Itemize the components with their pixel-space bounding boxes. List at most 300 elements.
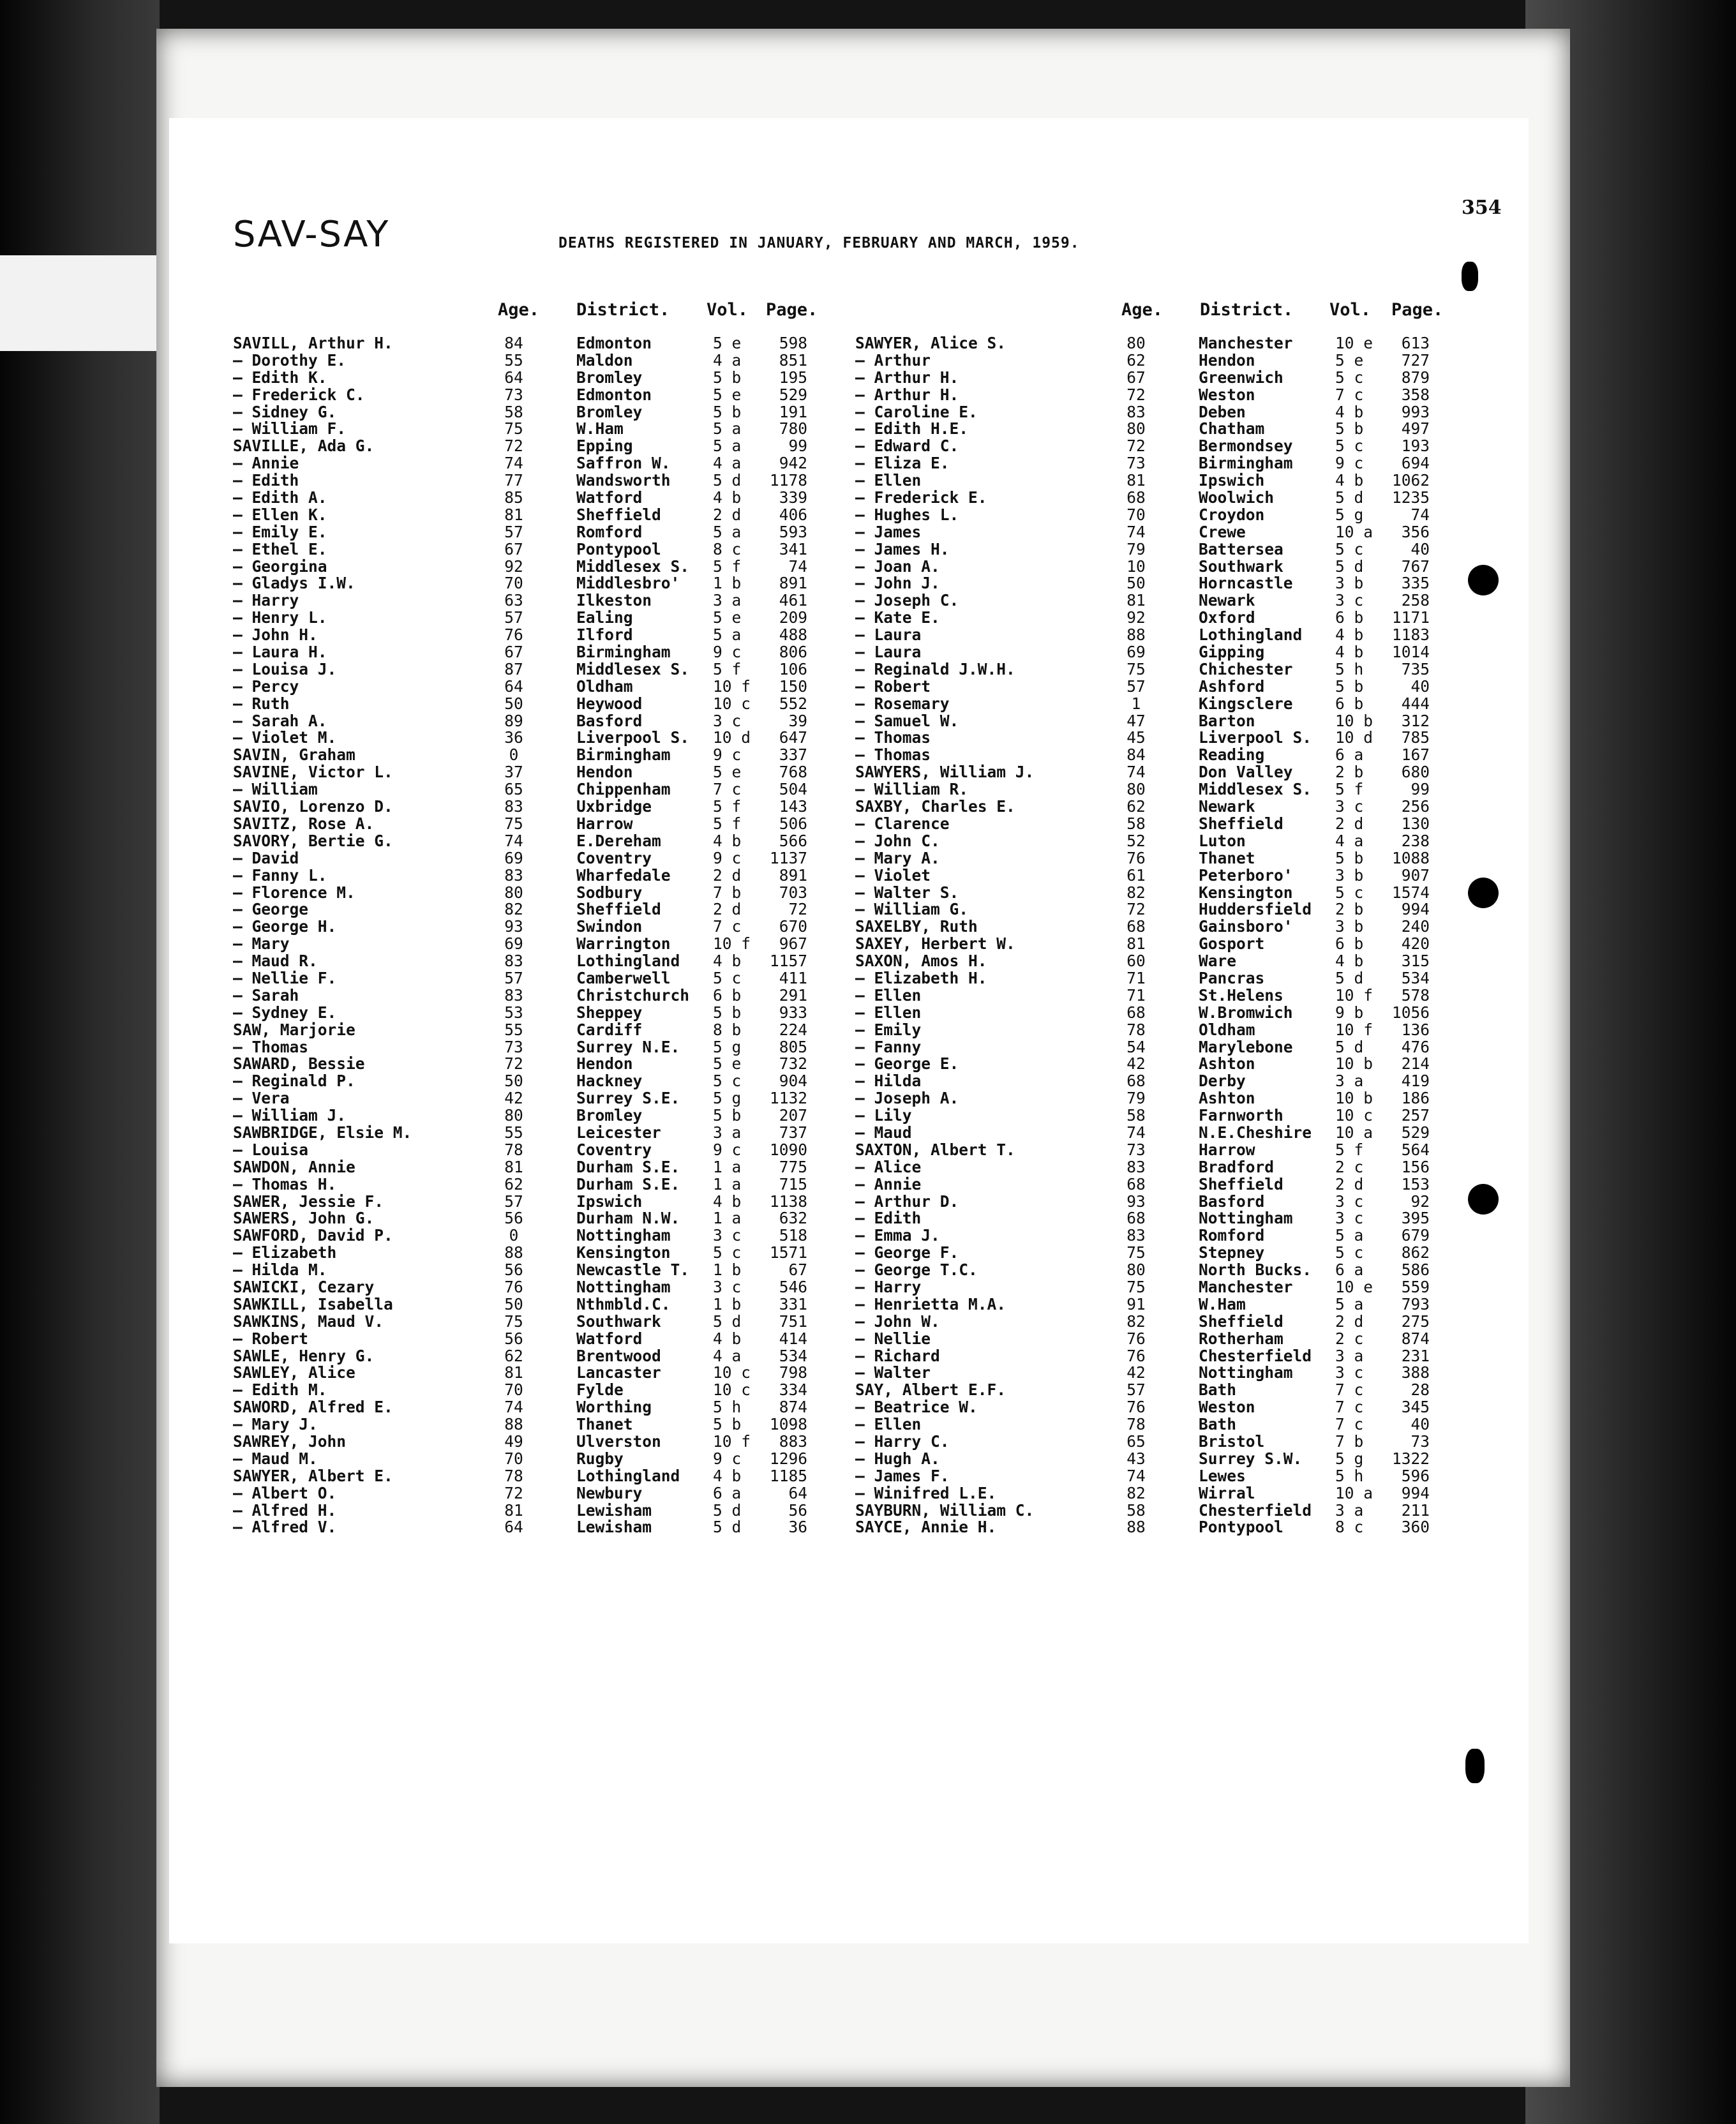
entry-page: 256 — [1401, 797, 1430, 816]
register-entry — [855, 472, 1442, 490]
entry-age: 81 — [1126, 934, 1146, 954]
entry-page: 360 — [1401, 1518, 1430, 1537]
entry-page: 1132 — [769, 1089, 807, 1108]
entry-name: SAWKILL, Isabella — [233, 1294, 393, 1313]
entry-age: 88 — [1126, 1518, 1146, 1537]
entry-district: Lewes — [1199, 1466, 1246, 1485]
entry-page: 534 — [1401, 968, 1430, 987]
entry-name: — Emily E. — [233, 522, 327, 541]
entry-name: — Violet — [855, 865, 931, 885]
entry-vol: 5 g — [713, 1037, 742, 1056]
entry-name: — William R. — [855, 780, 969, 799]
entry-district: Bromley — [576, 402, 643, 421]
entry-district: Thanet — [1199, 848, 1255, 867]
register-entry — [233, 1331, 820, 1348]
entry-vol: 1 a — [713, 1157, 742, 1176]
entry-age: 85 — [504, 488, 523, 507]
entry-page: 153 — [1401, 1174, 1430, 1193]
entry-age: 50 — [504, 1072, 523, 1091]
entry-district: Middlesex S. — [576, 659, 690, 678]
entry-vol: 4 a — [713, 350, 742, 370]
register-entry — [233, 472, 820, 490]
register-entry — [855, 1399, 1442, 1416]
binder-hole — [1468, 878, 1499, 908]
entry-vol: 5 a — [713, 437, 742, 456]
entry-vol: 9 c — [713, 745, 742, 765]
entry-page: 1235 — [1391, 488, 1430, 507]
entry-vol: 1 a — [713, 1174, 742, 1193]
entry-page: 195 — [779, 368, 807, 387]
entry-district: Peterboro' — [1199, 865, 1293, 885]
entry-age: 45 — [1126, 728, 1146, 747]
entry-vol: 5 c — [1335, 883, 1364, 902]
entry-vol: 4 b — [713, 1329, 742, 1348]
register-entry — [233, 885, 820, 902]
entry-name: — James F. — [855, 1466, 950, 1485]
entry-vol: 4 b — [1335, 952, 1364, 971]
entry-name: SAWARD, Bessie — [233, 1054, 365, 1073]
entry-name: SAWICKI, Cezary — [233, 1277, 375, 1296]
entry-name: — Thomas H. — [233, 1174, 337, 1193]
entry-district: Gosport — [1199, 934, 1265, 954]
entry-vol: 5 a — [1335, 1294, 1364, 1313]
entry-name: — Florence M. — [233, 883, 355, 902]
entry-age: 53 — [504, 1003, 523, 1022]
register-entry — [233, 387, 820, 404]
entry-page: 805 — [779, 1037, 807, 1056]
entry-vol: 5 a — [713, 419, 742, 438]
entry-name: — Arthur D. — [855, 1192, 959, 1211]
entry-page: 224 — [779, 1020, 807, 1039]
entry-name: — Hilda M. — [233, 1260, 327, 1280]
register-entry — [233, 1313, 820, 1331]
entry-district: Rugby — [576, 1449, 624, 1468]
entry-age: 55 — [504, 1123, 523, 1142]
entry-page: 1296 — [769, 1449, 807, 1468]
entry-age: 72 — [504, 1054, 523, 1073]
entry-district: Epping — [576, 437, 633, 456]
entry-vol: 5 f — [1335, 1140, 1364, 1159]
register-entry — [855, 1073, 1442, 1090]
entry-district: Middlesex S. — [576, 557, 690, 576]
register-entry — [855, 833, 1442, 850]
register-entry — [233, 1365, 820, 1382]
entry-district: Ashford — [1199, 677, 1265, 696]
register-entry — [233, 541, 820, 558]
entry-district: Nottingham — [1199, 1209, 1293, 1228]
entry-age: 64 — [504, 368, 523, 387]
entry-district: Lothingland — [576, 1466, 680, 1485]
entry-page: 1056 — [1391, 1003, 1430, 1022]
entry-district: Watford — [576, 488, 643, 507]
entry-name: — Edith A. — [233, 488, 327, 507]
entry-age: 43 — [1126, 1449, 1146, 1468]
entry-page: 1098 — [769, 1415, 807, 1434]
entry-district: Hendon — [576, 763, 633, 782]
entry-name: SAW, Marjorie — [233, 1020, 355, 1039]
entry-vol: 5 e — [713, 1054, 742, 1073]
entry-page: 191 — [779, 402, 807, 421]
entry-name: — Fanny L. — [233, 865, 327, 885]
register-entry — [233, 1056, 820, 1073]
entry-page: 780 — [779, 419, 807, 438]
entry-vol: 5 f — [713, 797, 742, 816]
entry-name: — Emma J. — [855, 1226, 940, 1245]
entry-age: 56 — [504, 1329, 523, 1348]
entry-age: 75 — [1126, 1243, 1146, 1262]
entry-district: Worthing — [576, 1398, 652, 1417]
register-entry — [233, 1210, 820, 1227]
entry-page: 883 — [779, 1432, 807, 1451]
entry-name: — Emily — [855, 1020, 922, 1039]
entry-page: 735 — [1401, 659, 1430, 678]
register-entry — [233, 936, 820, 953]
entry-page: 967 — [779, 934, 807, 954]
entry-age: 80 — [504, 1106, 523, 1125]
entry-name: — James — [855, 522, 922, 541]
entry-name: — Eliza E. — [855, 454, 950, 473]
entry-age: 74 — [1126, 522, 1146, 541]
register-entry — [855, 953, 1442, 970]
page-header: Page. — [766, 300, 818, 320]
register-entry — [233, 558, 820, 576]
entry-district: N.E.Cheshire — [1199, 1123, 1312, 1142]
entry-vol: 5 c — [1335, 437, 1364, 456]
register-entry — [855, 1502, 1442, 1520]
entry-name: — Violet M. — [233, 728, 337, 747]
entry-age: 80 — [1126, 1260, 1146, 1280]
entry-vol: 7 c — [1335, 1415, 1364, 1434]
register-entry — [233, 1159, 820, 1176]
entry-district: Sheffield — [576, 505, 661, 524]
entry-page: 419 — [1401, 1072, 1430, 1091]
entry-district: Bath — [1199, 1380, 1237, 1400]
entry-age: 70 — [504, 1449, 523, 1468]
entry-vol: 10 b — [1335, 1089, 1373, 1108]
entry-age: 1 — [1131, 694, 1141, 713]
register-entry — [855, 781, 1442, 798]
register-entry — [233, 678, 820, 696]
entry-name: — Annie — [233, 454, 299, 473]
register-entry — [855, 918, 1442, 936]
entry-age: 68 — [1126, 1072, 1146, 1091]
entry-district: Barton — [1199, 711, 1255, 730]
entry-district: Oldham — [576, 677, 633, 696]
entry-vol: 5 d — [713, 1518, 742, 1537]
entry-district: Bromley — [576, 368, 643, 387]
register-entry — [855, 901, 1442, 918]
entry-name: — John W. — [855, 1312, 940, 1331]
entry-page: 388 — [1401, 1363, 1430, 1382]
entry-vol: 3 b — [1335, 574, 1364, 593]
entry-age: 37 — [504, 763, 523, 782]
entry-vol: 3 a — [1335, 1072, 1364, 1091]
entry-name: SAWLE, Henry G. — [233, 1346, 375, 1365]
entry-age: 68 — [1126, 917, 1146, 936]
register-entry — [233, 352, 820, 370]
entry-name: — John H. — [233, 625, 318, 645]
register-entry — [233, 1022, 820, 1039]
entry-page: 737 — [779, 1123, 807, 1142]
register-entry — [233, 1433, 820, 1451]
entry-name: — Harry C. — [855, 1432, 950, 1451]
entry-district: Hendon — [576, 1054, 633, 1073]
entry-district: Fylde — [576, 1380, 624, 1400]
register-entry — [233, 404, 820, 421]
entry-age: 81 — [504, 1500, 523, 1520]
entry-vol: 5 e — [713, 334, 742, 352]
binder-hole — [1468, 1184, 1499, 1215]
entry-age: 87 — [504, 659, 523, 678]
entry-district: Hendon — [1199, 350, 1255, 370]
entry-name: — Alice — [855, 1157, 922, 1176]
entry-name: — Henrietta M.A. — [855, 1294, 1006, 1313]
entry-page: 36 — [788, 1518, 807, 1537]
entry-vol: 3 c — [1335, 1192, 1364, 1211]
entry-vol: 5 a — [713, 625, 742, 645]
entry-page: 240 — [1401, 917, 1430, 936]
entry-vol: 3 b — [1335, 865, 1364, 885]
register-entry — [233, 490, 820, 507]
register-entry — [855, 1176, 1442, 1193]
entry-district: Gipping — [1199, 643, 1265, 662]
entry-vol: 9 b — [1335, 1003, 1364, 1022]
entry-vol: 3 c — [1335, 797, 1364, 816]
entry-page: 339 — [779, 488, 807, 507]
entry-name: — Lily — [855, 1106, 912, 1125]
entry-district: Oldham — [1199, 1020, 1255, 1039]
entry-vol: 2 b — [1335, 763, 1364, 782]
entry-district: Bath — [1199, 1415, 1237, 1434]
entry-age: 0 — [509, 745, 519, 765]
register-entry — [233, 1416, 820, 1433]
district-header: District. — [1200, 300, 1294, 320]
entry-age: 70 — [1126, 505, 1146, 524]
entry-age: 68 — [1126, 1003, 1146, 1022]
entry-district: Romford — [1199, 1226, 1265, 1245]
register-entry — [855, 1433, 1442, 1451]
entry-page: 488 — [779, 625, 807, 645]
register-entry — [855, 936, 1442, 953]
entry-name: SAY, Albert E.F. — [855, 1380, 1006, 1400]
entry-vol: 10 b — [1335, 1054, 1373, 1073]
register-entry — [855, 798, 1442, 816]
entry-district: Battersea — [1199, 539, 1283, 558]
entry-name: — Reginald J.W.H. — [855, 659, 1015, 678]
entry-age: 73 — [504, 1037, 523, 1056]
entry-vol: 2 d — [1335, 1174, 1364, 1193]
entry-district: Lancaster — [576, 1363, 661, 1382]
entry-district: Surrey S.E. — [576, 1089, 680, 1108]
entry-name: — Sarah — [233, 985, 299, 1005]
entry-age: 57 — [1126, 677, 1146, 696]
entry-name: SAYCE, Annie H. — [855, 1518, 997, 1537]
entry-vol: 5 d — [1335, 968, 1364, 987]
entry-name: — Frederick C. — [233, 385, 365, 404]
entry-vol: 4 a — [713, 1346, 742, 1365]
entry-district: Ealing — [576, 608, 633, 627]
entry-age: 68 — [1126, 1209, 1146, 1228]
entry-age: 75 — [1126, 1277, 1146, 1296]
entry-page: 727 — [1401, 350, 1430, 370]
entry-page: 768 — [779, 763, 807, 782]
entry-district: Stepney — [1199, 1243, 1265, 1262]
entry-vol: 5 h — [1335, 659, 1364, 678]
entry-name: — Ethel E. — [233, 539, 327, 558]
entry-page: 461 — [779, 591, 807, 610]
entry-district: Harrow — [1199, 1140, 1255, 1159]
entry-district: Sheffield — [1199, 1312, 1283, 1331]
entry-vol: 5 d — [713, 1500, 742, 1520]
entry-page: 994 — [1401, 900, 1430, 919]
entry-district: Don Valley — [1199, 763, 1293, 782]
entry-name: SAXELBY, Ruth — [855, 917, 978, 936]
register-entry — [855, 1485, 1442, 1502]
entry-page: 785 — [1401, 728, 1430, 747]
entry-age: 76 — [1126, 1398, 1146, 1417]
entry-vol: 5 b — [713, 368, 742, 387]
entry-page: 1183 — [1391, 625, 1430, 645]
register-entry — [233, 798, 820, 816]
entry-district: Middlesbro' — [576, 574, 680, 593]
entry-name: — Caroline E. — [855, 402, 978, 421]
register-entry — [855, 850, 1442, 867]
entry-name: — Albert O. — [233, 1483, 337, 1502]
entry-district: Heywood — [576, 694, 643, 713]
entry-age: 65 — [1126, 1432, 1146, 1451]
register-entry — [233, 1039, 820, 1056]
entry-name: SAWFORD, David P. — [233, 1226, 393, 1245]
entry-name: SAXTON, Albert T. — [855, 1140, 1015, 1159]
entry-vol: 3 c — [1335, 1209, 1364, 1228]
entry-name: — Ellen — [855, 471, 922, 490]
entry-vol: 2 d — [713, 900, 742, 919]
entry-vol: 5 e — [713, 763, 742, 782]
entry-district: Durham S.E. — [576, 1174, 680, 1193]
entry-page: 534 — [779, 1346, 807, 1365]
entry-name: — Richard — [855, 1346, 940, 1365]
entry-age: 89 — [504, 711, 523, 730]
entry-age: 76 — [504, 1277, 523, 1296]
entry-district: Basford — [1199, 1192, 1265, 1211]
entry-age: 57 — [1126, 1380, 1146, 1400]
entry-name: — Robert — [855, 677, 931, 696]
register-entry — [233, 1296, 820, 1313]
entry-district: Chippenham — [576, 780, 671, 799]
entry-age: 62 — [1126, 797, 1146, 816]
entry-district: Pontypool — [576, 539, 661, 558]
register-entry — [855, 1056, 1442, 1073]
entry-age: 93 — [1126, 1192, 1146, 1211]
entry-age: 62 — [504, 1174, 523, 1193]
entry-district: Uxbridge — [576, 797, 652, 816]
entry-name: — Rosemary — [855, 694, 950, 713]
entry-vol: 2 c — [1335, 1157, 1364, 1176]
entry-age: 73 — [504, 385, 523, 404]
entry-age: 36 — [504, 728, 523, 747]
entry-vol: 6 a — [713, 1483, 742, 1502]
register-entry — [233, 1107, 820, 1125]
entry-district: Crewe — [1199, 522, 1246, 541]
age-header: Age. — [1121, 300, 1164, 320]
entry-name: — Winifred L.E. — [855, 1483, 997, 1502]
entry-name: — Reginald P. — [233, 1072, 355, 1091]
entry-district: Maldon — [576, 350, 633, 370]
entry-vol: 5 f — [1335, 780, 1364, 799]
register-entry — [855, 1365, 1442, 1382]
entry-age: 83 — [1126, 402, 1146, 421]
entry-district: Ulverston — [576, 1432, 661, 1451]
entry-age: 76 — [504, 625, 523, 645]
register-entry — [855, 1090, 1442, 1107]
register-entry — [233, 1502, 820, 1520]
entry-age: 67 — [504, 539, 523, 558]
entry-age: 72 — [1126, 900, 1146, 919]
entry-district: Ashton — [1199, 1089, 1255, 1108]
entry-name: — Edward C. — [855, 437, 959, 456]
entry-vol: 3 a — [713, 591, 742, 610]
entry-age: 69 — [1126, 643, 1146, 662]
entry-page: 874 — [779, 1398, 807, 1417]
entry-age: 64 — [504, 1518, 523, 1537]
register-entry — [855, 438, 1442, 455]
age-header: Age. — [498, 300, 540, 320]
entry-page: 506 — [779, 814, 807, 833]
entry-age: 69 — [504, 848, 523, 867]
entry-page: 1322 — [1391, 1449, 1430, 1468]
entry-district: Hackney — [576, 1072, 643, 1091]
entry-age: 58 — [1126, 1106, 1146, 1125]
register-entry — [855, 885, 1442, 902]
entry-page: 793 — [1401, 1294, 1430, 1313]
entry-district: Chesterfield — [1199, 1346, 1312, 1365]
entry-district: E.Dereham — [576, 831, 661, 850]
entry-page: 238 — [1401, 831, 1430, 850]
entry-vol: 5 b — [1335, 419, 1364, 438]
entry-page: 1171 — [1391, 608, 1430, 627]
entry-vol: 5 b — [713, 1106, 742, 1125]
entry-page: 1178 — [769, 471, 807, 490]
entry-name: — Gladys I.W. — [233, 574, 355, 593]
entry-name: — Alfred H. — [233, 1500, 337, 1520]
entry-vol: 5 g — [1335, 1449, 1364, 1468]
entry-age: 81 — [1126, 591, 1146, 610]
entry-name: — Vera — [233, 1089, 290, 1108]
register-entry — [855, 524, 1442, 541]
entry-district: Romford — [576, 522, 643, 541]
entry-page: 586 — [1401, 1260, 1430, 1280]
entry-age: 67 — [1126, 368, 1146, 387]
entry-age: 81 — [1126, 471, 1146, 490]
entry-age: 68 — [1126, 488, 1146, 507]
entry-district: Saffron W. — [576, 454, 671, 473]
register-entry — [855, 387, 1442, 404]
entry-page: 207 — [779, 1106, 807, 1125]
entry-district: Deben — [1199, 402, 1246, 421]
entry-page: 406 — [779, 505, 807, 524]
entry-vol: 6 b — [1335, 694, 1364, 713]
entry-age: 82 — [1126, 1312, 1146, 1331]
entry-name: — Edith K. — [233, 368, 327, 387]
page-title: SAV-SAY — [233, 214, 390, 255]
entry-age: 79 — [1126, 1089, 1146, 1108]
entry-page: 130 — [1401, 814, 1430, 833]
register-entry — [855, 1022, 1442, 1039]
entry-district: Ilford — [576, 625, 633, 645]
entry-age: 81 — [504, 1157, 523, 1176]
entry-district: Ilkeston — [576, 591, 652, 610]
entry-name: — Arthur — [855, 350, 931, 370]
